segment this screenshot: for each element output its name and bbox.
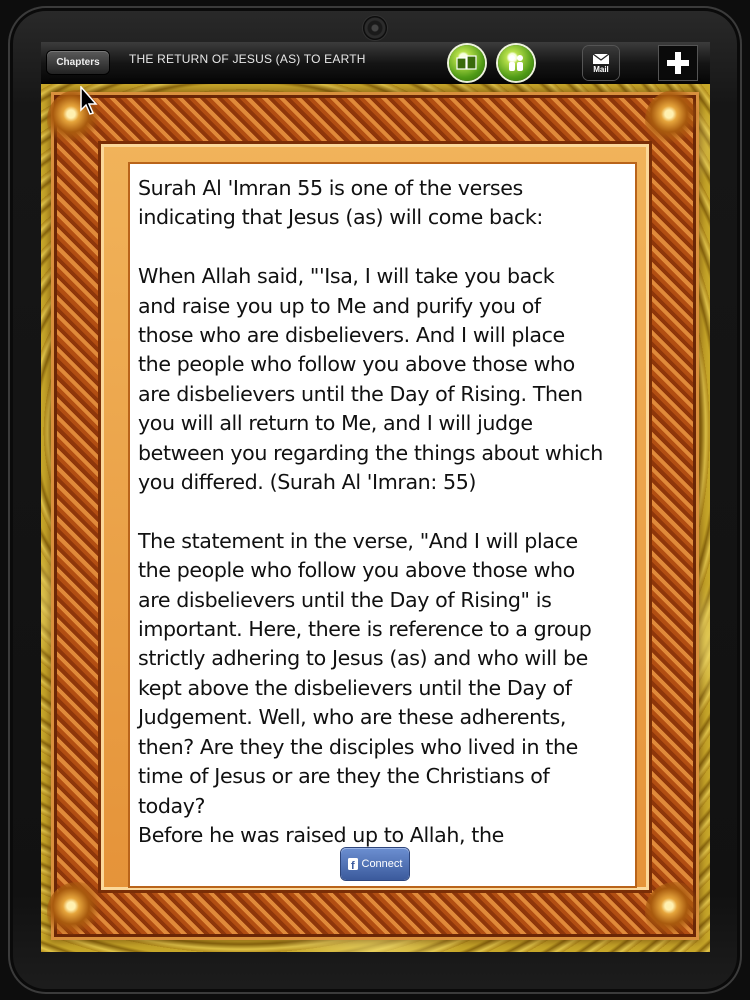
frame-corner-ornament <box>645 90 705 150</box>
books-icon[interactable] <box>449 45 485 81</box>
mail-icon <box>592 53 610 65</box>
reading-page[interactable] <box>130 164 635 886</box>
share-people-icon[interactable] <box>498 45 534 81</box>
article-text <box>138 174 633 850</box>
paragraph: When Allah said, "'Isa, I will take you back and raise you up to Me and purify you of those who are disbelievers. And I will place the people who follow you above those who are disbelievers until the Day of Rising. Then you will all return to Me, and I will judge between you regarding the things about which you differed. (Surah Al 'Imran: 55) <box>138 264 603 495</box>
plus-icon <box>665 50 691 76</box>
frame-corner-ornament <box>645 882 705 942</box>
facebook-logo-letter: f <box>350 860 355 870</box>
add-button[interactable] <box>659 46 697 80</box>
paragraph: The statement in the verse, "And I will place the people who follow you above those who are disbelievers until the Day of Rising" is important. Here, there is reference to a group strictly adhering to Jesus (as) and who will be kept above the disbelievers until the Day of Judgement. Well, who are these adherents, then? Are they the disciples who lived in the time of Jesus or are they the Christians of today? <box>138 528 592 818</box>
connect-label: Connect <box>361 858 403 870</box>
frame-corner-ornament <box>47 882 107 942</box>
paragraph: Surah Al 'Imran 55 is one of the verses indicating that Jesus (as) will come back: <box>138 176 543 230</box>
chapters-button[interactable]: Chapters <box>47 51 109 74</box>
facebook-icon <box>348 858 358 870</box>
books-icon-glyph <box>455 53 479 73</box>
mouse-cursor-icon <box>80 86 100 116</box>
mail-label: Mail <box>593 64 609 74</box>
camera-icon <box>363 16 387 40</box>
facebook-connect-button[interactable] <box>341 848 409 880</box>
share-people-icon-glyph <box>504 52 528 74</box>
mail-button[interactable] <box>583 46 619 80</box>
page-title: THE RETURN OF JESUS (AS) TO EARTH <box>129 52 366 66</box>
paragraph: Before he was raised up to Allah, the <box>138 822 504 847</box>
top-toolbar <box>41 42 710 85</box>
app-screen <box>41 42 710 952</box>
